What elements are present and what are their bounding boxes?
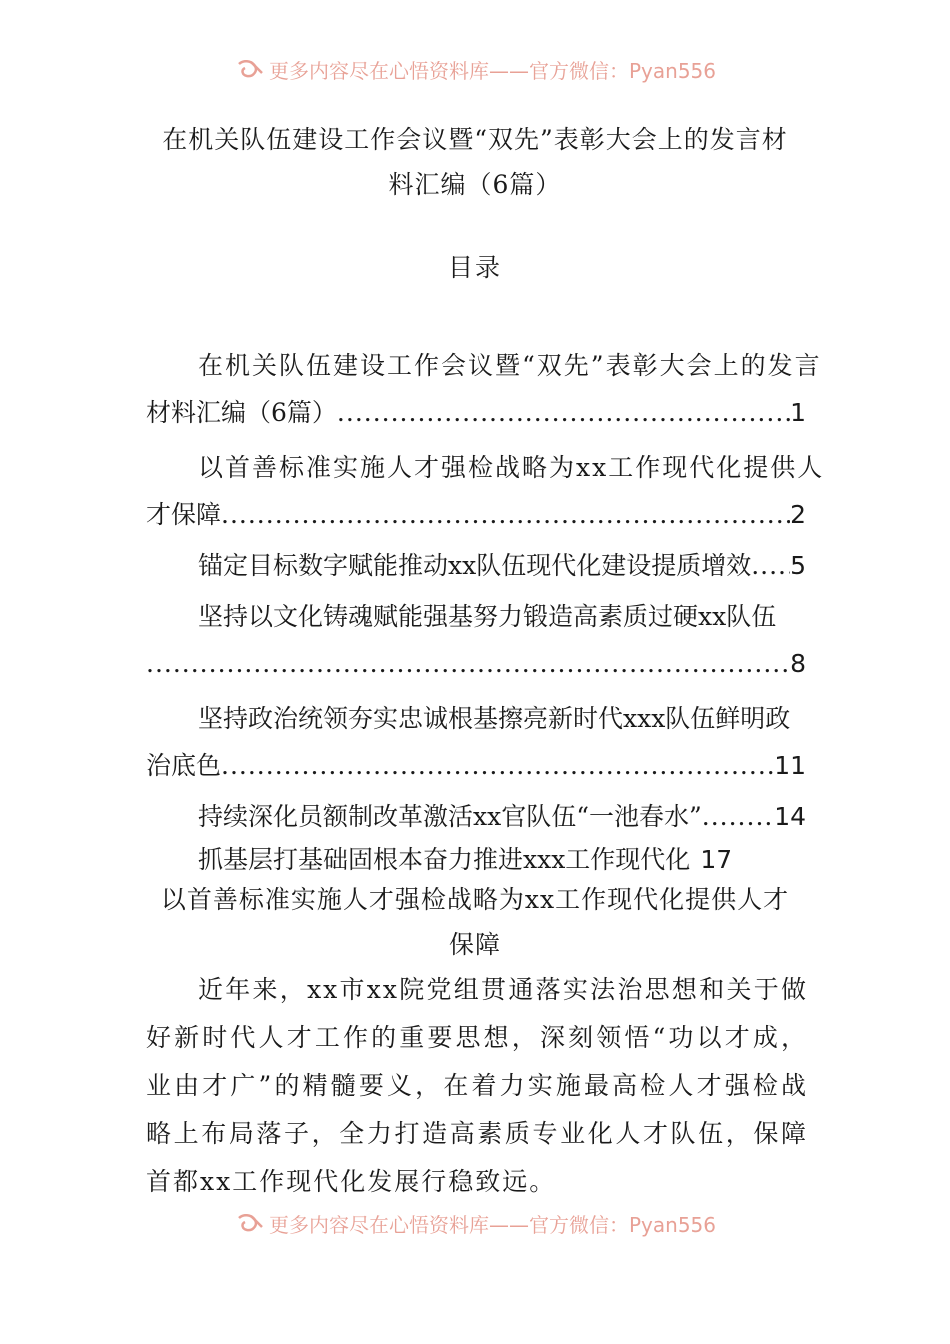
- toc-page-number: 11: [774, 751, 806, 780]
- toc-entry[interactable]: [146, 695, 806, 789]
- toc-entry-title: 以首善标准实施人才强检战略为xx工作现代化提供人: [198, 453, 825, 482]
- toc-entry[interactable]: [146, 444, 825, 538]
- watermark-text: 更多内容尽在心悟资料库——官方微信：Pyan556: [269, 60, 717, 83]
- toc-entry-title-cont: 治底色: [146, 751, 222, 780]
- toc-page-number: 14: [774, 802, 806, 831]
- toc-page-number: 2: [790, 500, 806, 529]
- toc-entry-title: 坚持以文化铸魂赋能强基努力锻造高素质过硬xx队伍: [198, 602, 777, 631]
- watermark-header: [0, 60, 950, 86]
- toc-entry-title-cont: 才保障: [146, 500, 222, 529]
- toc-page-number: 5: [790, 551, 806, 580]
- toc-page-number: 8: [790, 649, 806, 678]
- toc-entry[interactable]: [146, 542, 806, 589]
- toc-leader-dots: [337, 389, 790, 436]
- watermark-footer: [0, 1214, 950, 1240]
- document-title: 在机关队伍建设工作会议暨“双先”表彰大会上的发言材料汇编（6篇）: [162, 125, 788, 199]
- watermark-logo-icon: [235, 1214, 265, 1234]
- toc-entry-title: 坚持政治统领夯实忠诚根基擦亮新时代xxx队伍鲜明政: [198, 704, 791, 733]
- toc-page-number: 1: [790, 398, 806, 427]
- toc-entry-title-cont: 材料汇编（6篇）: [146, 398, 337, 427]
- toc-entry-title: 锚定目标数字赋能推动xx队伍现代化建设提质增效: [198, 551, 752, 580]
- toc-entry[interactable]: [146, 793, 806, 840]
- toc-entry[interactable]: [146, 836, 806, 883]
- watermark-logo-icon: [235, 60, 265, 80]
- toc-leader-dots: [221, 491, 790, 538]
- toc-entry-title: 在机关队伍建设工作会议暨“双先”表彰大会上的发言: [198, 351, 822, 380]
- toc-entry[interactable]: [146, 593, 806, 687]
- toc-leader-dots: [751, 542, 790, 589]
- watermark-text: 更多内容尽在心悟资料库——官方微信：Pyan556: [269, 1214, 717, 1237]
- toc-leader-dots: [221, 742, 774, 789]
- toc-heading: 目录: [447, 253, 502, 282]
- toc-entry[interactable]: [146, 342, 822, 436]
- body-paragraph: 近年来，xx市xx院党组贯通落实法治思想和关于做好新时代人才工作的重要思想，深刻领悟“功以才成，业由才广”的精髓要义，在着力实施最高检人才强检战略上布局落子，全力打造高素质专业化人才队伍，保障首都xx工作现代化发展行稳致远。: [146, 975, 808, 1196]
- toc-entry-title: 持续深化员额制改革激活xx官队伍“一池春水”: [198, 802, 702, 831]
- toc-page-number: 17: [700, 845, 733, 874]
- table-of-contents: [146, 342, 825, 883]
- toc-entry-title: 抓基层打基础固根本奋力推进xxx工作现代化: [198, 845, 691, 874]
- toc-leader-dots: [146, 640, 790, 687]
- section-title: 以首善标准实施人才强检战略为xx工作现代化提供人才保障: [160, 885, 790, 959]
- toc-leader-dots: [702, 793, 774, 840]
